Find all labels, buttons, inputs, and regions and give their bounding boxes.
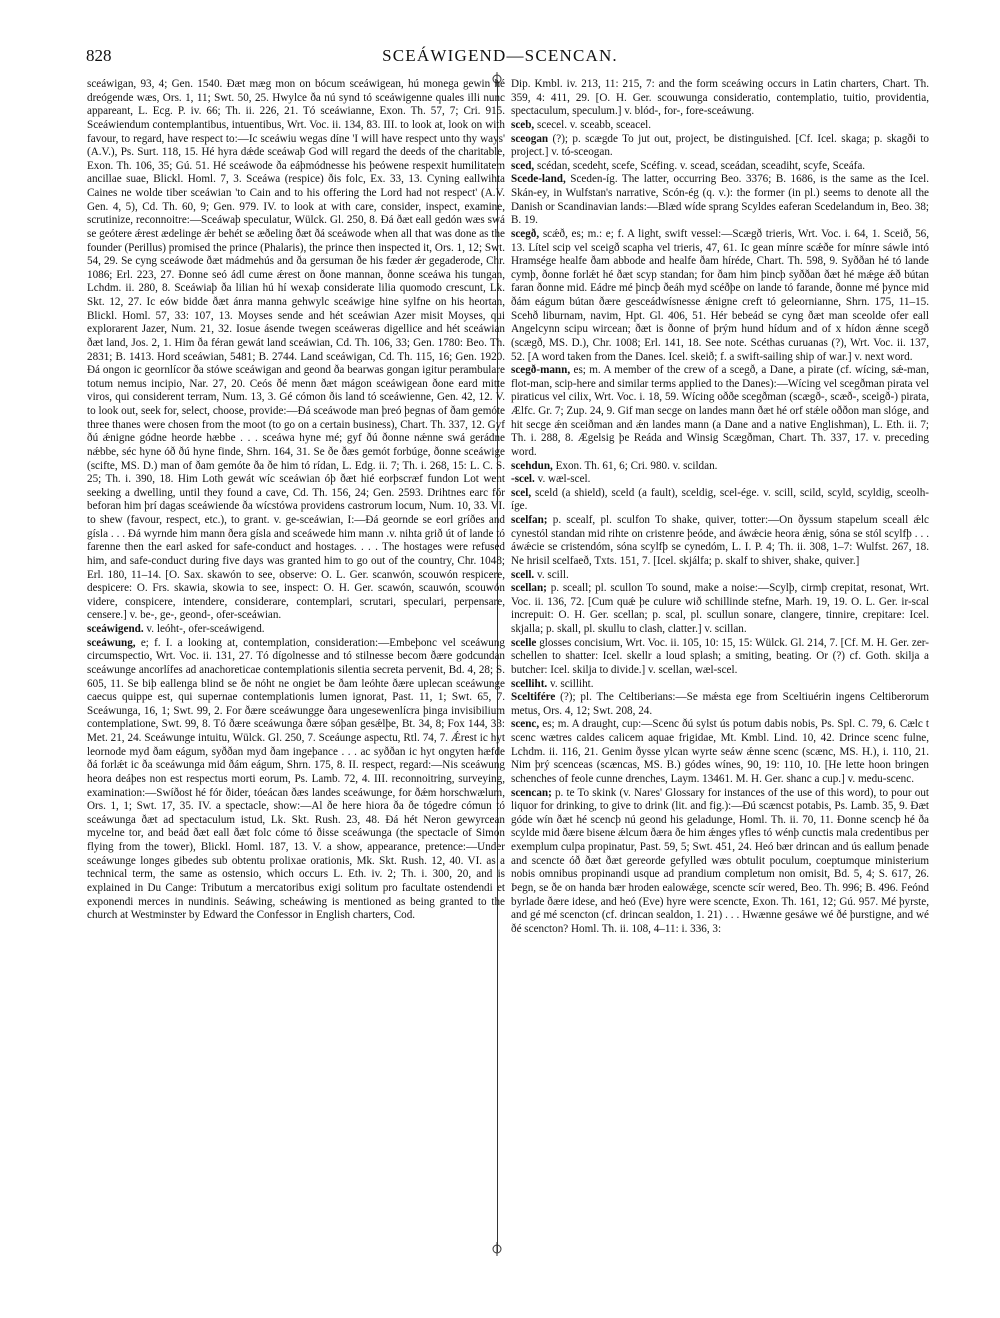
headword: scencan;	[511, 786, 552, 799]
headword: scegð-mann,	[511, 364, 571, 377]
entry-paragraph: sceogan (?); p. scægde To jut out, project, be distinguished. [Cf. Icel. skaga; p. skagði to project.] v. tó-sceogan.	[511, 132, 929, 159]
headword: sced,	[511, 159, 535, 172]
headword: scelliht.	[511, 677, 548, 690]
entry-paragraph: Sceltifére (?); pl. The Celtiberians:—Se mǽsta ege from Sceltiuérin ingens Celtiberorum metus, Ors. 4, 12; Swt. 208, 24.	[511, 691, 929, 717]
entry-paragraph: scencan; p. te To skink (v. Nares' Glossary for instances of the use of this word), to pour out liquor for drinking, to give to drink (lit. and fig.):—Ðú scæncst potabis, Ps. Lamb. 35, 9. Ðæt góde wín ðæt hé scencþ nú geond his geladunge, Homl. Th. ii. 70, 11. Ðonne scencþ hé ða scylde mid ðære bisene ǽlcum ðæra ðe him ǽnges yfles tó wénþ cunctis mala credentibus per exemplum culpa propinatur, Past. 59, 5; Swt. 451, 24. Heó bær drincan and ús eallum þenade and scencte óð ðæt ðæt gereorde gefylled wæs obtulit poculum, coeptumque ministerium nobis omnibus propinandi usque ad prandium completum non omisit, Bd. 5, 4; S. 617, 26. Þegn, se ðe on handa bær hroden ealowǽge, scencte scír wered, Beo. Th. 996; B. 496. Feónd byrlade ðære idese, and heó (Eve) hyre were scencte, Exon. Th. 161, 12; Gú. 957. Mé þyrste, and gé mé scencton (cf. drincan sealdon, 1. 21) . . . Hwænne gesáwe wé ðé þurstigne, and wé ðé scencton? Homl. Th. ii. 108, 4–11: i. 336, 3:	[511, 786, 929, 935]
entry-paragraph: scelfan; p. scealf, pl. sculfon To shake, quiver, totter:—On ðyssum stapelum sceall ǽlc cynestól standan mid rihte on cristenre þeóde, and áwǽcie heora ǽnig, sóna se stól scylfþ . . . áwǽcie se cristendóm, sóna scylfþ se cynedóm, L. I. P. 4; Th. ii. 308, 1–7: Wulfst. 267, 18. Ne hrisil scelfaeð, Txts. 151, 7. [Icel. skjálfa; p. skalf to shiver, shake, quiver.]	[511, 514, 929, 567]
left-column	[87, 78, 505, 923]
headword: scell.	[511, 568, 535, 581]
headword: sceáwigend.	[87, 623, 144, 635]
entry-paragraph: scelle glosses concisium, Wrt. Voc. ii. 105, 10: 15, 15: Wülck. Gl. 214, 7. [Cf. M. H. Ger. zer-schellen to shatter: Icel. skellr a loud splash; a smiting, beating. Or (?) cf. Goth. skilja a butcher: Icel. skilja to divide.] v. scellan, wæl-scel.	[511, 636, 929, 676]
headword: scelfan;	[511, 514, 548, 526]
entry-paragraph: sced, scédan, scedeht, scefe, Scéfing. v. scead, sceádan, sceadiht, scyfe, Sceáfa.	[511, 159, 866, 172]
headword: -scel.	[511, 473, 535, 486]
entry-paragraph: sceáwigan, 93, 4; Gen. 1540. Ðæt mæg mon on bócum sceáwigean, hú monega gewin hé dreógende wæs, Ors. 1, 11; Swt. 50, 25. Hwylce ða nú synd tó sceáwigenne quales illi nunc appareant, L. Ecg. P. iv. 66; Th. ii. 226, 21. Tó sceáwianne, Exon. Th. 57, 7; Cri. 915. Sceáwiendum contemplantibus, intuentibus, Wrt. Voc. ii. 134, 83. III. to look at, look on with favour, to regard, have respect to:—Ic sceáwiu wegas díne 'I will have respect unto thy ways' (A.V.), Ps. Surt. 118, 15. Hé hyra dǽde sceáwaþ God will regard the deeds of the charitable, Exon. Th. 106, 35; Gú. 51. Hé sceáwode ða eáþmódnesse his þeówene respexit humilitatem ancillae suae, Blickl. Homl. 7, 3. Sceáwa (respice) ðis folc, Ex. 33, 13. Cyning eallwihta Caines ne wolde tiber sceáwian 'to Cain and to his offering the Lord had not respect' (A.V. Gen. 4, 5), Cd. Th. 60, 9; Gen. 979. IV. to look at with care, consider, inspect, examine, scrutinize, reconnoitre:—Sceáwaþ speculatur, Wülck. Gl. 250, 8. Ðá ðæt eall gedón wæs swá se geótere ǽrest ædelinge ǽr behét se æðeling ðæt ðá sceáwode when all that was done as the founder (Perillus) promised the prince (Phalaris), the prince then inspected it, Ors. 1, 12; Swt. 54, 29. Se cyng sceáwode ðæt mádmehús and ða gersuman ðe his fæder ǽr gegaderode, Chr. 1086; Erl. 223, 27. Ðonne seó ádl cume ǽrest on ðone mannan, ðonne sceáwa his tungan, Lchdm. ii. 280, 8. Sceáwiaþ ða lilian hú hí wexaþ considerate lilia quomodo crescunt, Lk. Skt. 12, 27. Ic eów bidde ðæt ánra manna gehwylc sceáwige hine sylfne on his heortan, Blickl. Homl. 57, 33: 107, 13. Moyses sende and hét sceáwian Azer misit Moyses, qui explorarent Jazer, Num. 21, 32. Iosue ásende twegen sceáweras digellice and hét sceáwian ðæt land, Jos. 2, 1. Him ða féran gewát land sceáwian, Cd. Th. 106, 33; Gen. 1780: Beo. Th. 2831; B. 1413. Hord sceáwian, 5481; B. 2744. Land sceáwigan, Cd. Th. 115, 16; Gen. 1920. Ðá ongon ic geornlícor ða stówe sceáwigan and geond ða bearwas gongan igitur perambulare totum nemus incipio, Nar. 27, 20. Ceós ðé menn ðæt mágon sceáwigean ðone eard mitte viros, qui considerent terram, Num. 13, 3. Gé cómon ðis land tó sceáwienne, Gen. 42, 12. V. to look out, seek for, select, choose, provide:—Ðá sceáwode man þreó þegnas of ðam gemóte three thanes were chosen from the moot (to go on a certain business), Chart. Th. 337, 12. Gyf ðú ǽnigne gódne heorde hæbbe . . . sceáwa hyne mé; gyf ðú ðonne nǽnne swá gerádne nǽbbe, séc hyne óð ðú hyne finde, Shrn. 164, 31. Se ðe ðæs gemót forbúge, ðonne sceáwige (scifte, MS. D.) man of ðam gemóte ða ðe him tó rídan, L. Edg. ii. 7; Th. i. 268, 15: L. C. S. 25; Th. i. 390, 18. Him Loth gewát wíc sceáwian óþ ðæt hié eorþscræf fundon Lot went seeking a dwelling, until they found a cave, Cd. Th. 156, 24; Gen. 2593. Drihtnes earc fór beforan him þrí dagas sceáwiende ða wícstówa providens castrorum locum, Num. 10, 33. VI. to shew (favour, respect, etc.), to grant. v. ge-sceáwian, I:—Ðá geornde se eorl gríðes and gísla . . . Ðá wyrnde him mann ðera gísla and sceáwede him mann .v. nihta grið út of lande tó farenne then the earl asked for safe-conduct and hostages. . . . The hostages were refused him, and safe-conduct during five days was granted him to go out of the country, Chr. 1048; Erl. 180, 11–14. [O. Sax. skawón to see, observe: O. L. Ger. scanwón, scouwón respicere, despicere: O. Frs. skawia, skowia to see, inspect: O. H. Ger. scawón, scauwón, scouwón videre, conspicere, intendere, considerare, contemplari, scrutari, speculari, perpensare, censere.] v. be-, ge-, geond-, ofer-sceáwian.	[87, 78, 505, 622]
entry-paragraph: scehdun, Exon. Th. 61, 6; Cri. 980. v. scildan.	[511, 459, 718, 472]
entry-paragraph: scegð, scǽð, es; m.: e; f. A light, swift vessel:—Scægð trieris, Wrt. Voc. i. 64, 1. Sceið, 56, 13. Lítel scip vel sceigð scapha vel trieris, 47, 61. Ic gean mínre scǽðe for mínre sáwle intó Hramsége healfe ðam abbode and healfe ðam híréde, Chart. Th. 598, 9. Syððan hé tó lande cymþ, ðonne forlǽt hé ðæt scyp standan; for ðam him þincþ syððan ðæt hé mǽge ǽð bútan faran ðonne mid. Eádre mé þincþ ðeáh myd scéðþe on lande tó farande, ðonne mé þynce mid ðám eágum bútan ðære gesceádwísnesse ǽnigne creft tó geleornianne, Shrn. 175, 11–15. Scehð liburnam, navim, Hpt. Gl. 406, 51. Hér bebeád se cyng ðæt man sceolde ofer eall Angelcynn scipu wircean; ðæt is ðonne of þrým hund hídum and of x hídon ǽnne scegð (scægð, MS. D.), Chr. 1008; Erl. 141, 18. See note. Scéthas curuanas (?), Wrt. Voc. ii. 137, 52. [A word taken from the Danes. Icel. skeið; f. a swift-sailing ship of war.] v. next word.	[511, 227, 929, 363]
headword: sceb,	[511, 118, 535, 131]
headword: Sceltifére	[511, 691, 556, 704]
entry-paragraph: scegð-mann, es; m. A member of the crew of a scegð, a Dane, a pirate (cf. wícing, sǽ-man, flot-man, scip-here and similar terms applied to the Danes):—Wícing vel scegðman pirata vel piraticus vel cilix, Wrt. Voc. i. 18, 59. Wícing oððe scegðman (scægð-, scæð-, sceigð-) pirata, Ælfc. Gr. 7; Zup. 24, 9. Gif man secge on landes mann ðæt hé orf stǽle oððon man slóge, and hit secge ǽn sceiðman and ǽn landes mann (a Dane and a native Englishman), L. Eth. ii. 7; Th. i. 288, 8. Ægelsig þe Reáda and Winsig Scægðman, Chart. Th. 337, 17. v. preceding word.	[511, 364, 930, 458]
headword: scegð,	[511, 227, 540, 240]
entry-paragraph: scenc, es; m. A draught, cup:—Scenc ðú sylst ús potum dabis nobis, Ps. Spl. C. 79, 6. Cælc t scenc wætres caldes calicem aquae frigidae, Mt. Kmbl. Lind. 10, 42. Drince scenc fulne, Lchdm. ii. 116, 21. Genim ðysse ylcan wyrte seáw ǽnne scenc (scænc, MS. H.), i. 110, 21. Nim þrý scenceas (scæncas, MS. B.) gódes wínes, 90, 19: 110, 10. [He lette hoon bringen schenches of feole cunne drenches, Laym. 13461. M. H. Ger. shanc a cup.] v. medu-scenc.	[511, 718, 929, 785]
headword: sceáwung,	[87, 636, 136, 649]
headword: scelle	[511, 636, 537, 649]
entry-paragraph: Scede-land, Sceden-íg. The latter, occurring Beo. 3376; B. 1686, is the same as the Icel. Skán-ey, in Wulfstan's narrative, Scón-ég (q. v.): the former (in pl.) seems to denote all the Danish or Scandinavian lands:—Blæd wíde sprang Scyldes eaferan Scedelandum in, Beo. 38; B. 19.	[511, 173, 929, 227]
headword: scenc,	[511, 718, 540, 731]
running-head: SCEÁWIGEND—SCENCAN.	[382, 46, 618, 65]
entry-paragraph: Dip. Kmbl. iv. 213, 11: 215, 7: and the form sceáwing occurs in Latin charters, Chart. Th. 359, 4: 411, 29. [O. H. Ger. scouwunga consideratio, contemplatio, tuitio, providentia, spectaculum, speculum.] v. blód-, for-, fore-sceáwung.	[511, 78, 929, 118]
entry-paragraph: scelliht. v. scilliht.	[511, 677, 594, 690]
divider-ornament-bottom	[490, 1242, 504, 1256]
entry-paragraph: scell. v. scill.	[511, 568, 569, 581]
right-column	[511, 78, 929, 936]
entry-paragraph: -scel. v. wæl-scel.	[511, 473, 591, 486]
headword: sceogan	[511, 132, 549, 145]
entry-paragraph: scel, sceld (a shield), sceld (a fault), sceldig, scel-ége. v. scill, scild, scyld, scyldig, sceolh-íge.	[511, 486, 929, 513]
entry-paragraph: sceáwung, e; f. I. a looking at, contemplation, consideration:—Embeþonc vel sceáwung circumspectio, Wrt. Voc. ii. 131, 27. Tó dígolnesse and tó stilnesse becom ðære godcundan sceáwunge ancorlífes ad anachoreticae contemplationis silentia secreta pervenit, Bd. 4, 28; S. 605, 11. Se biþ eallenga blind se ðe nóht ne ongiet be ðam leóhte ðære uplecan sceáwunge caecus quippe est, qui supernae contemplationis lumen ignorat, Past. 11, 1; Swt. 65, 7. Sceáwunga, 16, 1; Swt. 99, 2. For ðære sceáwungge ðara ungesewenlícra þinga invisibilium contemplatione, Swt. 99, 8. Tó ðære sceáwunga ðære sóþan gesǽlþe, Bt. 34, 8; Fox 144, 33: Met. 21, 24. Sceáwunge intuitu, Wülck. Gl. 250, 7. Sceáunge aspectu, Rtl. 74, 7. Ǽrest ic hyt leornode myd ðam eágum, syððan myd ðam ingeþance . . . ac syððan ic hyt ongyten hæfde ðá forlǽt ic ða sceáwunga mid ðám eágum, Shrn. 175, 8. II. respect, regard:—Nis sceáwung heora deáþes non est respectus morti eorum, Ps. Lamb. 72, 4. III. reconnoitring, surveying, examination:—Swíðost hé fór ðider, tóeácan ðæs landes sceáwunge, for ðǽm horschwælum, Ors. 1, 1; Swt. 17, 35. IV. a spectacle, show:—Al ðe here hiora ða ðe tógedre cómun tó sceáwunga ðæt ad spectaculum istud, Lk. Skt. Rush. 23, 48. Ðá hét Neron gewyrcean mycelne tor, and beád ðæt eall ðæt folc cóme tó ðisse sceáwunga (the spectacle of Simon flying from the tower), Blickl. Homl. 187, 13. V. a show, appearance, pretence:—Under sceáwunge longes gibedes sub obtentu prolixae orationis, Mk. Skt. Rush. 12, 40. VI. as a technical term, the same as ostensio, which occurs L. Eth. iv. 2; Th. i. 300, 20, and is explained in Du Cange: Tributum a mercatoribus exigi solitum pro facultate ostendendi et exponendi merces in nundinis. Seáwing, scheáwing is mentioned as being granted to the church at Westminster by Edward the Confessor in English charters, Cod.	[87, 636, 505, 922]
headword: scel,	[511, 486, 532, 499]
headword: scellan;	[511, 582, 547, 595]
page-number: 828	[86, 46, 112, 65]
entry-paragraph: sceb, scecel. v. sceabb, sceacel.	[511, 118, 652, 131]
entry-paragraph: sceáwigend. v. leóht-, ofer-sceáwigend.	[87, 623, 265, 635]
entry-paragraph: scellan; p. sceall; pl. scullon To sound, make a noise:—Scylþ, cirmþ crepitat, resonat, Wrt. Voc. ii. 136, 72. [Cum quǽ þe culure wið schillinde stefne, Marh. 19, 19. O. L. Ger. ir-scal increpuit: O. H. Ger. scellan; p. scal, pl. scullun sonare, clangere, tinnire, crepitare: Icel. skjalla; p. skall, pl. skullu to clash, clatter.] v. scillan.	[511, 582, 929, 635]
headword: Scede-land,	[511, 173, 566, 186]
headword: scehdun,	[511, 459, 553, 472]
